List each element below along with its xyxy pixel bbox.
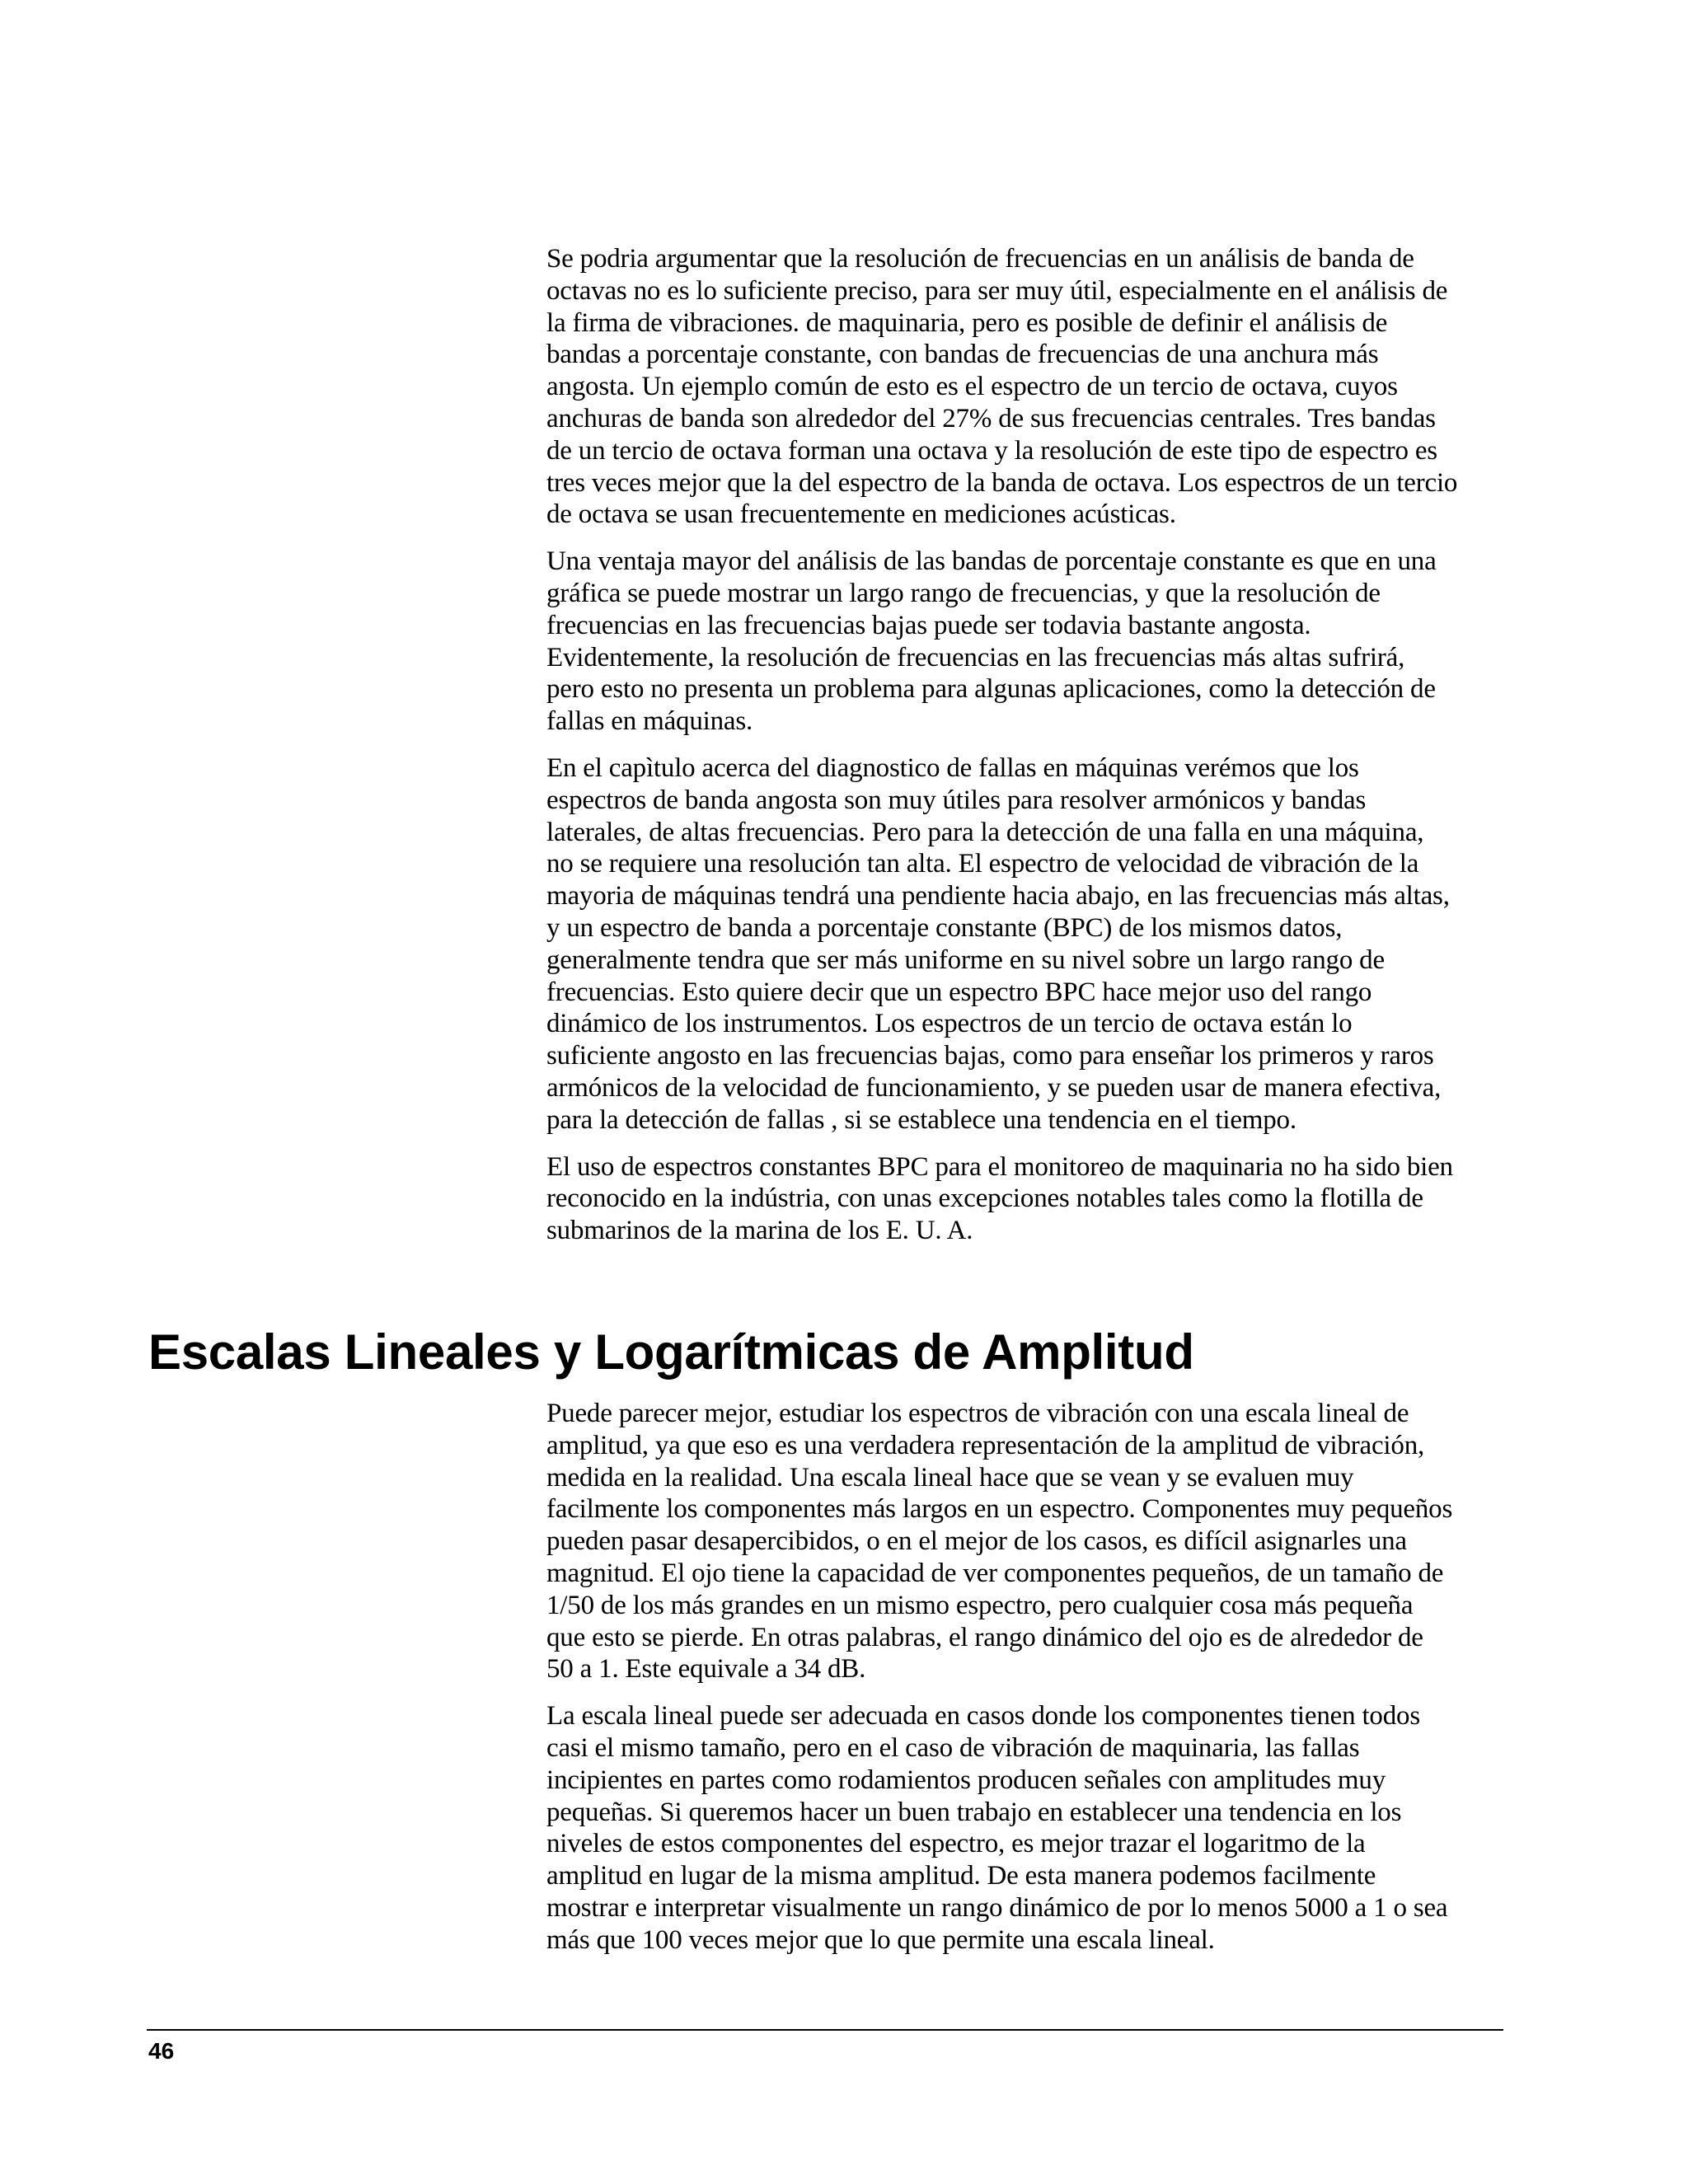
text-line: generalmente tendra que ser más uniforme en su nivel sobre un largo rango de xyxy=(546,944,1385,975)
text-line: pueden pasar desapercibidos, o en el mejor de los casos, es difícil asignarles una xyxy=(546,1526,1407,1557)
text-line: fallas en máquinas. xyxy=(546,706,753,737)
footer-divider xyxy=(147,2029,1503,2031)
text-line: dinámico de los instrumentos. Los espectros de un tercio de octava están lo xyxy=(546,1009,1353,1039)
text-line: amplitud, ya que eso es una verdadera representación de la amplitud de vibración, xyxy=(546,1430,1425,1460)
text-line: magnitud. El ojo tiene la capacidad de ver componentes pequeños, de un tamaño de xyxy=(546,1558,1444,1588)
text-line: incipientes en partes como rodamientos producen señales con amplitudes muy xyxy=(546,1765,1386,1795)
text-line: submarinos de la marina de los E. U. A. xyxy=(546,1216,973,1246)
page-number: 46 xyxy=(148,2038,175,2064)
text-line: más que 100 veces mejor que lo que permite una escala lineal. xyxy=(546,1924,1215,1955)
text-line: La escala lineal puede ser adecuada en casos donde los componentes tienen todos xyxy=(546,1701,1420,1732)
text-line: laterales, de altas frecuencias. Pero para la detección de una falla en una máquina, xyxy=(546,817,1424,847)
text-line: tres veces mejor que la del espectro de la banda de octava. Los espectros de un tercio xyxy=(546,467,1458,498)
text-line: la firma de vibraciones. de maquinaria, pero es posible de definir el análisis de xyxy=(546,307,1388,338)
paragraph-1 xyxy=(546,243,1503,531)
text-line: frecuencias. Esto quiere decir que un espectro BPC hace mejor uso del rango xyxy=(546,977,1372,1007)
text-line: angosta. Un ejemplo común de esto es el espectro de un tercio de octava, cuyos xyxy=(546,372,1398,402)
text-line: 50 a 1. Este equivale a 34 dB. xyxy=(546,1654,866,1685)
text-line: bandas a porcentaje constante, con bandas de frecuencias de una anchura más xyxy=(546,340,1379,370)
text-line: anchuras de banda son alrededor del 27% de sus frecuencias centrales. Tres bandas xyxy=(546,403,1436,434)
paragraph-6 xyxy=(546,1700,1503,1956)
text-line: gráfica se puede mostrar un largo rango de frecuencias, y que la resolución de xyxy=(546,578,1381,608)
text-line: medida en la realidad. Una escala lineal hace que se vean y se evaluen muy xyxy=(546,1462,1354,1493)
text-line: mayoria de máquinas tendrá una pendiente hacia abajo, en las frecuencias más altas, xyxy=(546,881,1450,912)
section-heading: Escalas Lineales y Logarítmicas de Amplitud xyxy=(148,1324,1194,1380)
text-line: amplitud en lugar de la misma amplitud. De esta manera podemos facilmente xyxy=(546,1861,1376,1891)
paragraph-5 xyxy=(546,1398,1503,1685)
text-line: 1/50 de los más grandes en un mismo espectro, pero cualquier cosa más pequeña xyxy=(546,1590,1414,1620)
body-text-top xyxy=(546,243,1503,1262)
text-line: octavas no es lo suficiente preciso, para ser muy útil, especialmente en el análisis de xyxy=(546,275,1448,306)
text-line: Puede parecer mejor, estudiar los espectros de vibración con una escala lineal de xyxy=(546,1399,1409,1428)
text-line: casi el mismo tamaño, pero en el caso de vibración de maquinaria, las fallas xyxy=(546,1732,1360,1763)
text-line: pero esto no presenta un problema para algunas aplicaciones, como la detección de xyxy=(546,674,1436,705)
text-line: frecuencias en las frecuencias bajas puede ser todavia bastante angosta. xyxy=(546,610,1311,640)
text-line: de un tercio de octava forman una octava y la resolución de este tipo de espectro es xyxy=(546,435,1437,466)
text-line: reconocido en la indústria, con unas excepciones notables tales como la flotilla de xyxy=(546,1183,1423,1214)
text-line: armónicos de la velocidad de funcionamiento, y se pueden usar de manera efectiva, xyxy=(546,1072,1442,1103)
text-line: El uso de espectros constantes BPC para el monitoreo de maquinaria no ha sido bien xyxy=(546,1151,1453,1182)
text-line: para la detección de fallas , si se establece una tendencia en el tiempo. xyxy=(546,1104,1296,1135)
paragraph-3 xyxy=(546,752,1503,1137)
text-line: mostrar e interpretar visualmente un rango dinámico de por lo menos 5000 a 1 o sea xyxy=(546,1892,1448,1923)
text-line: no se requiere una resolución tan alta. El espectro de velocidad de vibración de la xyxy=(546,849,1419,879)
text-line: Evidentemente, la resolución de frecuencias en las frecuencias más altas sufrirá, xyxy=(546,642,1405,673)
text-line: facilmente los componentes más largos en un espectro. Componentes muy pequeños xyxy=(546,1494,1453,1525)
body-text-bottom xyxy=(546,1398,1503,1971)
text-line: suficiente angosto en las frecuencias bajas, como para enseñar los primeros y raros xyxy=(546,1041,1434,1071)
text-line: y un espectro de banda a porcentaje constante (BPC) de los mismos datos, xyxy=(546,912,1343,943)
text-line: Una ventaja mayor del análisis de las bandas de porcentaje constante es que en una xyxy=(546,546,1437,577)
text-line: de octava se usan frecuentemente en mediciones acústicas. xyxy=(546,499,1176,530)
paragraph-4 xyxy=(546,1151,1503,1247)
text-line: niveles de estos componentes del espectro, es mejor trazar el logaritmo de la xyxy=(546,1829,1366,1859)
paragraph-2 xyxy=(546,546,1503,738)
text-line: Se podria argumentar que la resolución de frecuencias en un análisis de banda de xyxy=(546,244,1414,274)
text-line: pequeñas. Si queremos hacer un buen trabajo en establecer una tendencia en los xyxy=(546,1797,1402,1827)
text-line: que esto se pierde. En otras palabras, el rango dinámico del ojo es de alrededor de xyxy=(546,1622,1423,1652)
text-line: En el capìtulo acerca del diagnostico de fallas en máquinas verémos que los xyxy=(546,752,1359,783)
text-line: espectros de banda angosta son muy útiles para resolver armónicos y bandas xyxy=(546,785,1367,815)
